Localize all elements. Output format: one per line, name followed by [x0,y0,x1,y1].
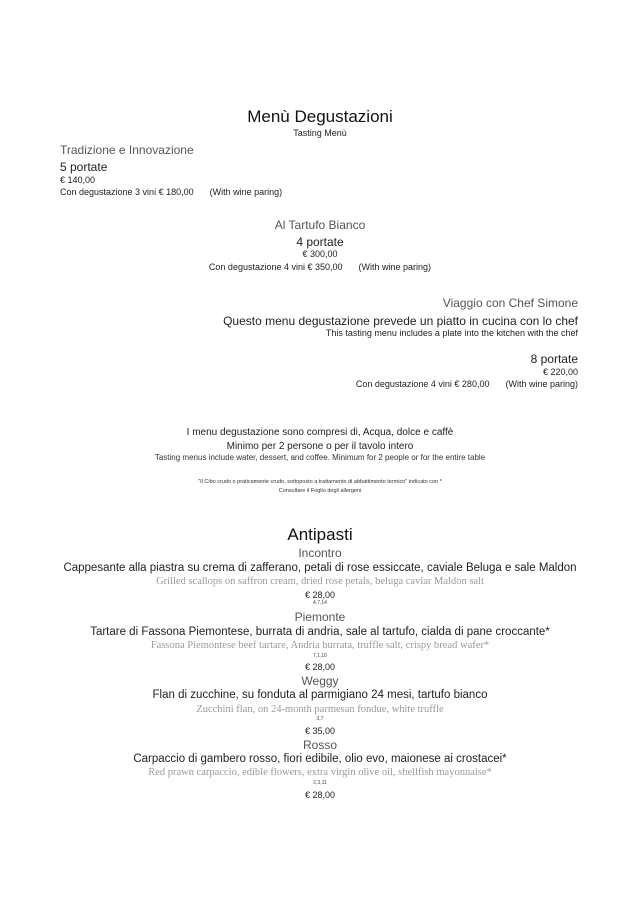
wine-price: Con degustazione 3 vini € 180,00 [60,187,194,197]
menu-courses: 4 portate [296,235,344,249]
dish-allergens: 4,7,14 [313,600,327,606]
menu-courses: 8 portate [530,352,578,366]
dish-description-english: Grilled scallops on saffron cream, dried rose petals, beluga caviar Maldon salt [156,576,484,587]
menu-description: Questo menu degustazione prevede un piatto in cucina con lo chef [223,314,578,328]
menu-name: Viaggio con Chef Simone [442,296,578,310]
menu-description-english: This tasting menu includes a plate into the kitchen with the chef [325,328,578,338]
dish-description-english: Zucchini flan, on 24-month parmesan fondue, white truffle [196,704,444,715]
menu-price: € 140,00 [60,175,96,185]
menu-wine-line [0,263,640,272]
dish-price: € 28,00 [304,790,336,800]
dish-description: Tartare di Fassona Piemontese, burrata di andria, sale al tartufo, cialda di pane croccante* [90,626,550,638]
page-title: Menù Degustazioni [247,107,393,126]
dish-price: € 28,00 [304,662,336,672]
wine-price: Con degustazione 4 vini € 280,00 [355,379,490,389]
dish-allergens: 2,3,11 [313,780,327,786]
dish-price: € 35,00 [304,726,336,736]
dish-description: Flan di zucchine, su fonduta al parmigiano 24 mesi, tartufo bianco [152,689,488,701]
dish-allergens: 7,1,10 [313,653,327,659]
dish-name: Piemonte [294,610,346,624]
menu-price: € 300,00 [302,249,338,259]
menu-name: Tradizione e Innovazione [60,143,194,157]
page-subtitle: Tasting Menù [293,128,347,138]
menu-name: Al Tartufo Bianco [274,218,366,232]
wine-english: (With wine paring) [209,187,283,197]
section-title: Antipasti [287,525,353,544]
english-note: Tasting menus include water, dessert, and coffee. Minimum for 2 people or for the entire table [154,453,486,462]
minimum-note: Minimo per 2 persone o per il tavolo intero [226,441,414,452]
dish-name: Incontro [298,546,342,560]
dish-description-english: Fassona Piemontese beef tartare, Andria burrata, truffle salt, crispy bread wafer* [150,640,490,651]
wine-english: (With wine paring) [358,262,432,272]
dish-description: Carpaccio di gambero rosso, fiori edibile, olio evo, maionese ai crostacei* [133,753,507,765]
raw-food-note: "Il Cibo crudo o praticamente crudo, sottoposto a trattamento di abbattimento termico" indicato con * [198,479,442,485]
dish-price: € 28,00 [304,590,336,600]
wine-price: Con degustazione 4 vini € 350,00 [208,262,343,272]
allergens-note: Consultare il Foglio degli allergeni [278,488,362,494]
included-note: I menu degustazione sono compresi di, Acqua, dolce e caffè [186,427,454,438]
menu-courses: 5 portate [60,160,108,174]
wine-english: (With wine paring) [505,379,578,389]
menu-wine-line [356,380,578,389]
dish-allergens: 3,7 [316,716,324,722]
dish-description-english: Red prawn carpaccio, edible flowers, extra virgin olive oil, shellfish mayonnaise* [148,767,492,778]
menu-wine-line [60,188,282,197]
menu-price: € 220,00 [542,367,578,377]
dish-description: Cappesante alla piastra su crema di zafferano, petali di rose essiccate, caviale Beluga e sale Maldon [63,562,577,574]
dish-name: Rosso [302,738,337,752]
dish-name: Weggy [301,674,339,688]
